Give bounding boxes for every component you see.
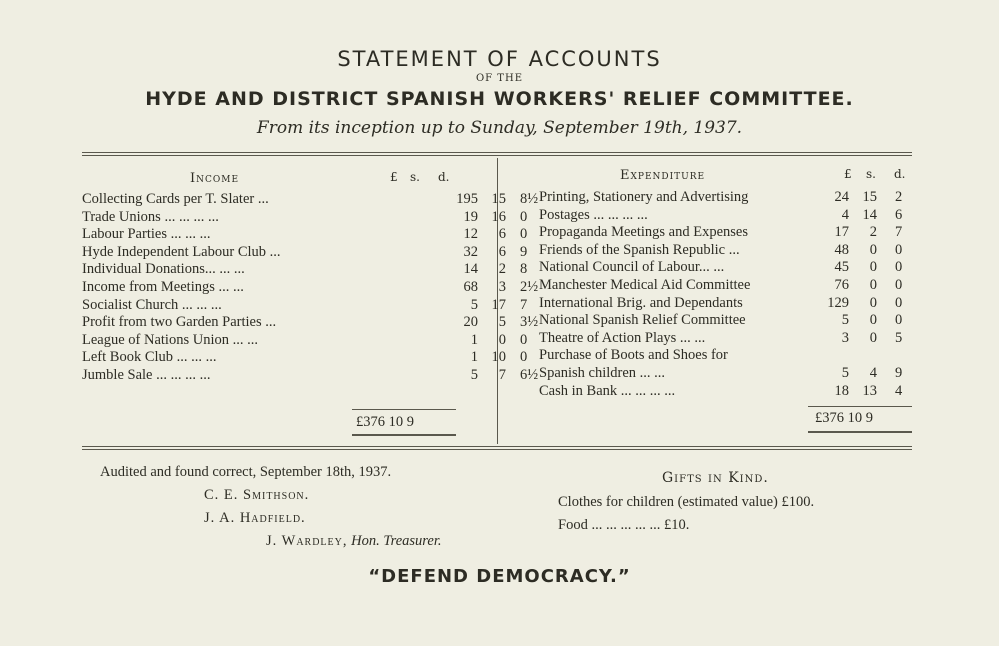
expenditure-row [539, 347, 939, 365]
income-row-label: Income from Meetings ... ... [82, 278, 244, 295]
income-pounds-header: £ [390, 170, 398, 184]
income-row-shillings: 10 [491, 349, 506, 366]
income-row-pounds: 1 [470, 331, 478, 348]
expenditure-row-pounds: 76 [834, 276, 849, 293]
income-row-shillings: 2 [498, 261, 506, 278]
expenditure-row [539, 365, 939, 383]
expenditure-row-pounds: 5 [841, 312, 849, 329]
income-row-pence: 8 [520, 261, 528, 278]
top-rule-second [82, 155, 912, 156]
expenditure-row-shillings: 15 [862, 189, 877, 205]
treasurer-title: Hon. Treasurer. [351, 533, 442, 549]
expenditure-row-label: Purchase of Boots and Shoes for [539, 347, 728, 364]
income-row-pence: 0 [520, 349, 528, 366]
gift-clothes: Clothes for children (estimated value) £100. [558, 494, 815, 510]
expenditure-row-label: Propaganda Meetings and Expenses [539, 224, 748, 241]
income-table [82, 191, 539, 385]
expenditure-row [539, 277, 939, 295]
top-rule [82, 152, 912, 153]
income-row-shillings: 5 [498, 314, 506, 331]
expenditure-row-shillings: 13 [862, 382, 877, 399]
income-row-pence: 9 [520, 243, 528, 260]
income-row-label: Hyde Independent Labour Club ... [82, 243, 281, 260]
expenditure-row-pence: 5 [895, 329, 903, 346]
income-row-shillings: 6 [498, 226, 506, 243]
income-row-shillings: 0 [498, 331, 506, 348]
expenditure-total: £376 10 9 [815, 410, 873, 426]
income-row-label: Trade Unions ... ... ... ... [82, 208, 219, 225]
expenditure-row-label: Friends of the Spanish Republic ... [539, 241, 740, 258]
expenditure-row-pence: 0 [895, 241, 903, 258]
bottom-rule-second [82, 449, 912, 450]
expenditure-row-pounds: 17 [834, 224, 849, 241]
expenditure-row-shillings: 4 [869, 364, 877, 381]
expenditure-row-pence: 4 [895, 382, 903, 399]
income-row [82, 261, 528, 279]
expenditure-total-rule-bottom [808, 431, 912, 433]
expenditure-row-pence: 0 [895, 312, 903, 329]
expenditure-row [539, 224, 939, 242]
income-row-shillings: 15 [491, 191, 506, 207]
income-row-pounds: 5 [470, 296, 478, 313]
expenditure-row-label: Theatre of Action Plays ... ... [539, 329, 706, 346]
income-row [82, 208, 528, 227]
expenditure-row-shillings: 0 [869, 329, 877, 346]
expenditure-row-label: Spanish children ... ... [539, 364, 666, 381]
expenditure-row-shillings: 14 [862, 206, 877, 223]
expenditure-row-label: International Brig. and Dependants [539, 294, 743, 311]
expenditure-heading: Expenditure [620, 168, 706, 183]
income-row-pounds: 195 [456, 191, 478, 207]
income-row [82, 191, 539, 209]
income-shillings-header: s. [410, 170, 420, 184]
expenditure-total-rule-top [808, 406, 912, 407]
income-row-pence: 7 [520, 296, 528, 313]
expenditure-row-pounds: 3 [841, 329, 849, 346]
expenditure-row-pence: 0 [895, 259, 903, 276]
expenditure-table [539, 189, 939, 400]
expenditure-row-shillings: 0 [869, 312, 877, 329]
slogan: “DEFEND DEMOCRACY.” [368, 566, 631, 587]
expenditure-row-label: Cash in Bank ... ... ... ... [539, 382, 676, 399]
expenditure-row [539, 330, 939, 348]
bottom-rule [82, 446, 912, 447]
income-total-rule-top [352, 409, 456, 410]
expenditure-row-shillings: 0 [869, 276, 877, 293]
expenditure-row-shillings: 2 [869, 224, 877, 241]
expenditure-row-shillings: 0 [869, 241, 877, 258]
title-connector: OF THE [475, 73, 523, 84]
expenditure-row-label: National Spanish Relief Committee [539, 312, 746, 329]
expenditure-row-label: Printing, Stationery and Advertising [539, 189, 749, 205]
expenditure-row [539, 207, 939, 225]
expenditure-row-pence: 2 [895, 189, 903, 205]
income-row-label: Labour Parties ... ... ... [82, 226, 211, 243]
expenditure-row-pounds: 18 [834, 382, 849, 399]
income-row-pence: 2½ [520, 278, 539, 295]
income-row [82, 331, 528, 350]
income-row-shillings: 7 [498, 366, 506, 383]
income-row-pounds: 1 [470, 349, 478, 366]
expenditure-row-pence: 0 [895, 276, 903, 293]
income-row-pounds: 14 [463, 261, 478, 278]
income-row-label: League of Nations Union ... ... [82, 331, 258, 348]
income-total: £376 10 9 [356, 414, 414, 430]
income-row [82, 349, 528, 367]
income-row-pounds: 12 [463, 226, 478, 243]
expenditure-row-label: Manchester Medical Aid Committee [539, 276, 751, 293]
expenditure-row [539, 189, 939, 207]
expenditure-row [539, 259, 939, 277]
income-pence-header: d. [438, 170, 450, 184]
expenditure-row [539, 242, 939, 260]
auditor-hadfield: J. A. Hadfield. [204, 510, 306, 526]
income-row-pounds: 20 [463, 314, 478, 331]
committee-name: HYDE AND DISTRICT SPANISH WORKERS' RELIEF COMMITTEE. [145, 88, 854, 110]
income-row-label: Profit from two Garden Parties ... [82, 314, 277, 331]
expenditure-row [539, 295, 939, 313]
income-row-pence: 6½ [520, 366, 539, 383]
document-title: STATEMENT OF ACCOUNTS [337, 47, 662, 71]
expenditure-shillings-header: s. [866, 167, 876, 181]
income-row-pence: 0 [520, 331, 528, 348]
expenditure-row-pounds: 5 [841, 364, 849, 381]
income-row-label: Left Book Club ... ... ... [82, 349, 217, 366]
income-row [82, 226, 528, 244]
income-row-pounds: 68 [463, 278, 478, 295]
income-row-label: Jumble Sale ... ... ... ... [82, 366, 211, 383]
audit-statement: Audited and found correct, September 18th, 1937. [100, 464, 392, 480]
expenditure-pounds-header: £ [844, 167, 852, 181]
expenditure-row-label: Postages ... ... ... ... [539, 206, 648, 223]
income-row-label: Socialist Church ... ... ... [82, 296, 222, 313]
income-row-pence: 8½ [520, 191, 539, 207]
income-row [82, 314, 539, 332]
income-row-pounds: 32 [463, 243, 478, 260]
expenditure-row-pence: 9 [895, 364, 903, 381]
expenditure-row-pounds: 48 [834, 241, 849, 258]
expenditure-row-label: National Council of Labour... ... [539, 259, 725, 276]
income-row-shillings: 6 [498, 243, 506, 260]
income-row [82, 243, 528, 262]
income-row-label: Individual Donations... ... ... [82, 261, 245, 278]
income-row-pence: 3½ [520, 314, 539, 331]
expenditure-row-pounds: 129 [827, 294, 849, 311]
expenditure-row-shillings: 0 [869, 294, 877, 311]
expenditure-row-pence: 6 [895, 206, 903, 223]
expenditure-row [539, 312, 939, 330]
expenditure-pence-header: d. [894, 167, 906, 181]
gifts-in-kind-heading: Gifts in Kind. [662, 470, 769, 486]
treasurer-signature [266, 533, 442, 550]
income-row [82, 278, 539, 297]
income-row [82, 296, 528, 315]
expenditure-row-pence: 7 [895, 224, 903, 241]
income-row-pounds: 19 [463, 208, 478, 225]
gift-food: Food ... ... ... ... ... £10. [558, 517, 690, 533]
income-row-pence: 0 [520, 226, 528, 243]
income-row-pence: 0 [520, 208, 528, 225]
income-row-shillings: 3 [498, 278, 506, 295]
auditor-smithson: C. E. Smithson. [204, 487, 310, 503]
treasurer-name: J. Wardley, [266, 533, 348, 549]
income-row [82, 366, 539, 385]
income-total-rule-bottom [352, 434, 456, 436]
expenditure-row-pence: 0 [895, 294, 903, 311]
income-row-label: Collecting Cards per T. Slater ... [82, 191, 269, 207]
income-row-shillings: 16 [491, 208, 506, 225]
expenditure-row-pounds: 24 [834, 189, 849, 205]
income-row-shillings: 17 [491, 296, 506, 313]
expenditure-row-pounds: 4 [841, 206, 849, 223]
expenditure-row-pounds: 45 [834, 259, 849, 276]
expenditure-row-shillings: 0 [869, 259, 877, 276]
expenditure-row [539, 383, 939, 401]
income-row-pounds: 5 [470, 366, 478, 383]
period-subtitle: From its inception up to Sunday, September 19th, 1937. [256, 118, 743, 138]
income-heading: Income [190, 171, 240, 186]
